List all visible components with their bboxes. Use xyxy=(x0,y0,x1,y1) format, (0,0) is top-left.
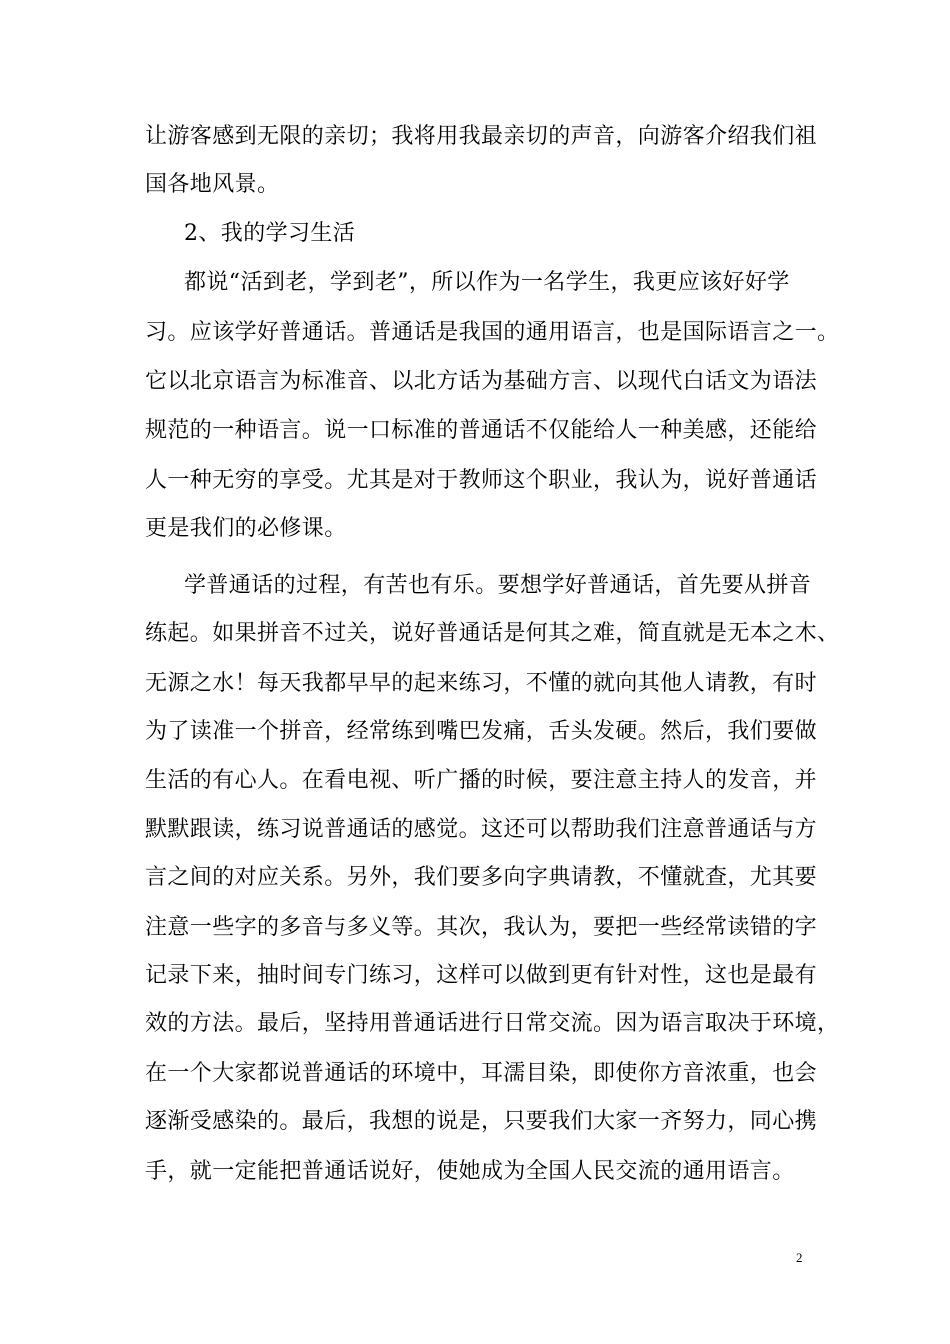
text-line: 更是我们的必修课。 xyxy=(145,516,347,541)
text-line: 学普通话的过程，有苦也有乐。要想学好普通话，首先要从拼音 xyxy=(184,573,812,598)
text-line: 生活的有心人。在看电视、听广播的时候，要注意主持人的发音，并 xyxy=(145,768,818,793)
text-line: 为了读准一个拼音，经常练到嘴巴发痛，舌头发硬。然后，我们要做 xyxy=(145,719,818,744)
text-line: 都说“活到老，学到老”，所以作为一名学生，我更应该好好学 xyxy=(184,270,790,295)
text-line: 效的方法。最后，坚持用普通话进行日常交流。因为语言取决于环境， xyxy=(145,1011,840,1036)
text-line: 手，就一定能把普通话说好，使她成为全国人民交流的通用语言。 xyxy=(145,1159,795,1184)
text-line: 注意一些字的多音与多义等。其次，我认为，要把一些经常读错的字 xyxy=(145,915,818,940)
section-heading: 2、我的学习生活 xyxy=(184,221,356,246)
text-line: 国各地风景。 xyxy=(145,172,280,197)
text-line: 让游客感到无限的亲切；我将用我最亲切的声音，向游客介绍我们祖 xyxy=(145,124,818,149)
text-line: 言之间的对应关系。另外，我们要多向字典请教，不懂就查，尤其要 xyxy=(145,865,818,890)
text-line: 习。应该学好普通话。普通话是我国的通用语言，也是国际语言之一。 xyxy=(145,320,840,345)
text-line: 在一个大家都说普通话的环境中，耳濡目染，即使你方音浓重，也会 xyxy=(145,1061,818,1086)
text-line: 人一种无穷的享受。尤其是对于教师这个职业，我认为，说好普通话 xyxy=(145,468,818,493)
text-line: 逐渐受感染的。最后，我想的说是，只要我们大家一齐努力，同心携 xyxy=(145,1109,818,1134)
text-line: 它以北京语言为标准音、以北方话为基础方言、以现代白话文为语法 xyxy=(145,369,818,394)
page-number: 2 xyxy=(796,1250,803,1265)
text-line: 规范的一种语言。说一口标准的普通话不仅能给人一种美感，还能给 xyxy=(145,418,818,443)
text-line: 无源之水！每天我都早早的起来练习，不懂的就向其他人请教，有时 xyxy=(145,671,818,696)
text-line: 默默跟读，练习说普通话的感觉。这还可以帮助我们注意普通话与方 xyxy=(145,817,818,842)
text-line: 练起。如果拼音不过关，说好普通话是何其之难，简直就是无本之木、 xyxy=(145,621,840,646)
text-line: 记录下来，抽时间专门练习，这样可以做到更有针对性，这也是最有 xyxy=(145,963,818,988)
